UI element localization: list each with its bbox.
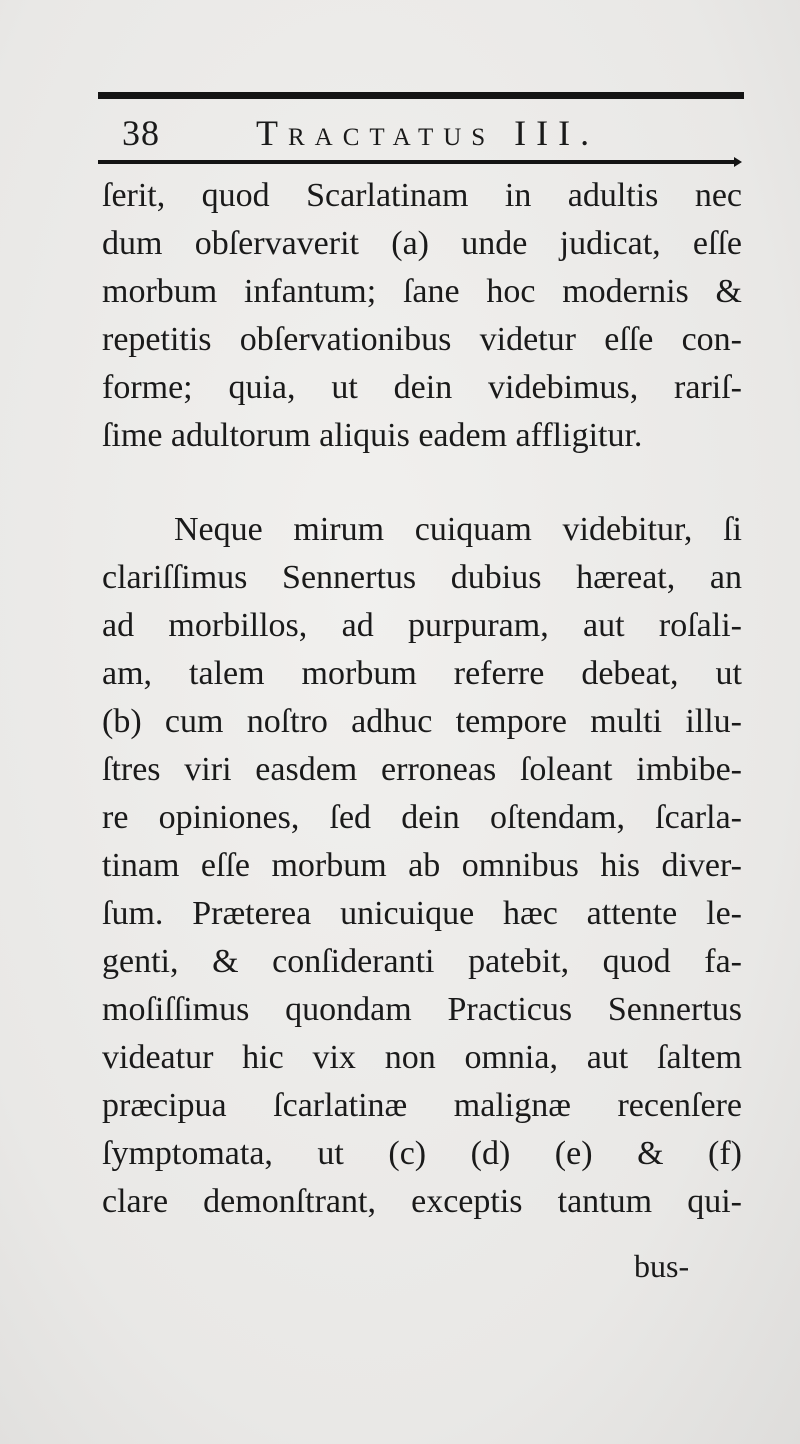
- page-header: [100, 108, 740, 160]
- text-line: forme; quia, ut dein videbimus, rariſ-: [102, 369, 742, 406]
- text-line: ad morbillos, ad purpuram, aut roſali-: [102, 607, 742, 644]
- body-text: [102, 172, 742, 1226]
- header-bottom-rule: [98, 160, 736, 164]
- text-line: ſum. Præterea unicuique hæc attente le-: [102, 895, 742, 932]
- text-line: am, talem morbum referre debeat, ut: [102, 655, 742, 692]
- text-line: dum obſervaverit (a) unde judicat, eſſe: [102, 225, 742, 262]
- header-top-rule: [98, 92, 744, 99]
- text-line: videatur hic vix non omnia, aut ſaltem: [102, 1039, 742, 1076]
- catchword: bus-: [634, 1248, 690, 1284]
- text-line: clare demonſtrant, exceptis tantum qui-: [102, 1183, 742, 1220]
- text-line: moſiſſimus quondam Practicus Sennertus: [102, 991, 742, 1028]
- text-line: morbum infantum; ſane hoc modernis &: [102, 273, 742, 310]
- text-line: ſerit, quod Scarlatinam in adultis nec: [102, 177, 742, 214]
- text-line: (b) cum noſtro adhuc tempore multi illu-: [102, 703, 742, 740]
- text-line: ſtres viri easdem erroneas ſoleant imbibe-: [102, 751, 742, 788]
- text-line: clariſſimus Sennertus dubius hæreat, an: [102, 559, 742, 596]
- text-line: tinam eſſe morbum ab omnibus his diver-: [102, 847, 742, 884]
- text-line: Neque mirum cuiquam videbitur, ſi: [174, 511, 742, 548]
- text-line: ſime adultorum aliquis eadem affligitur.: [102, 417, 643, 454]
- text-line: re opiniones, ſed dein oſtendam, ſcarla-: [102, 799, 742, 836]
- running-head: Tractatus III.: [256, 113, 600, 153]
- paragraph-1: [102, 172, 742, 460]
- page-number: 38: [122, 113, 160, 153]
- text-line: genti, & conſideranti patebit, quod fa-: [102, 943, 742, 980]
- paragraph-gap: [102, 460, 742, 506]
- paragraph-2: [102, 506, 742, 1226]
- text-line: ſymptomata, ut (c) (d) (e) & (f): [102, 1135, 742, 1172]
- text-line: præcipua ſcarlatinæ malignæ recenſere: [102, 1087, 742, 1124]
- text-line: repetitis obſervationibus videtur eſſe con-: [102, 321, 742, 358]
